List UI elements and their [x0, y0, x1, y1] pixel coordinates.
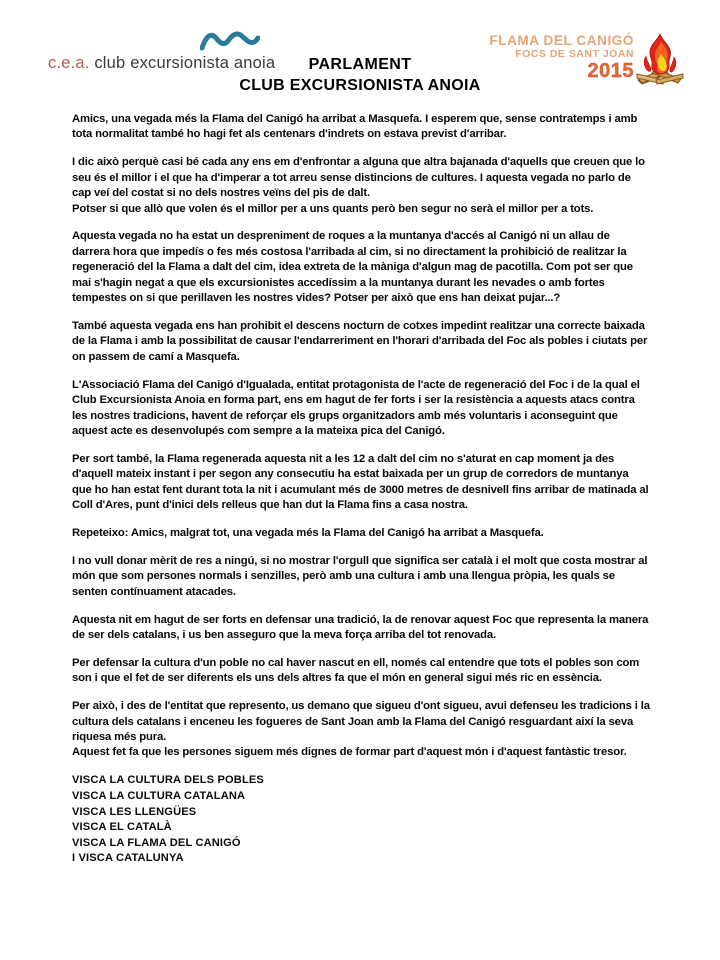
list-item: VISCA EL CATALÀ	[72, 821, 172, 834]
paragraph: Per això, i des de l'entitat que represento, us demano que sigueu d'ont sigueu, avui defenseu les tradicions i la cultura dels catalans i enceneu les fogueres de Sant Joan amb la Flama del Canigó resguardant així la seva riquesa més pura.	[72, 700, 650, 743]
mountain-wave-icon	[200, 30, 260, 52]
flama-logo-line-1: FLAMA DEL CANIGÓ	[489, 33, 634, 48]
page-title-line-2: CLUB EXCURSIONISTA ANOIA	[239, 77, 481, 94]
paragraph: Aquesta nit em hagut de ser forts en defensar una tradició, la de renovar aquest Foc que representa la manera de ser dels catalans, i us ben asseguro que la meva força arriba del tot renovada.	[72, 613, 649, 641]
flama-del-canigo-logo	[486, 28, 686, 90]
speech-body	[72, 112, 650, 867]
bonfire-icon	[634, 30, 686, 88]
cea-prefix: c.e.a.	[48, 54, 90, 72]
list-item: VISCA LA CULTURA CATALANA	[72, 789, 246, 802]
list-item: VISCA LA CULTURA DELS POBLES	[72, 774, 264, 787]
paragraph: I no vull donar mèrit de res a ningú, si no mostrar l'orgull que significa ser català i el molt que costa mostrar al món que som persones normals i senzilles, però amb una cultura i amb una llengua pròpia, les quals se senten contínuament atacades.	[72, 554, 648, 598]
visca-slogan-list	[72, 773, 650, 867]
paragraph: Aquesta vegada no ha estat un despreniment de roques a la muntanya d'accés al Canigó ni un allau de darrera hora que impedís o fes més costosa l'arribada al cim, si no directament la prohibició de realitzar la regeneració del la Flama a dalt del cim, idea extreta de la màniga d'algun mag de pacotilla. Com pot ser que mai s'hagin negat a que els excursionistes accedíssim a la muntanya durant les nevades o amb fortes tempestes on si que perillaven les nostres vides? Potser per això que ens han deixat pujar...?	[72, 230, 633, 305]
cea-name: club excursionista anoia	[94, 54, 276, 72]
cea-logo-text	[48, 54, 275, 73]
flama-logo-year: 2015	[587, 60, 634, 82]
club-excursionista-anoia-logo	[48, 30, 298, 86]
paragraph: Potser si que allò que volen és el millor per a uns quants però ben segur no serà el millor per a tots.	[72, 202, 594, 215]
list-item: VISCA LES LLENGÜES	[72, 805, 197, 818]
paragraph: Amics, una vegada més la Flama del Canigó ha arribat a Masquefa. I esperem que, sense contratemps i amb tota normalitat també ho hagi fet als centenars d'indrets on estava previst d'arribar.	[72, 113, 638, 141]
paragraph: També aquesta vegada ens han prohibit el descens nocturn de cotxes impedint realitzar una correcte baixada de la Flama i amb la possibilitat de causar l'endarreriment en l'horari d'arribada del Foc als pobles i ciutats per on passem de camí a Masquefa.	[72, 319, 648, 363]
list-item: I VISCA CATALUNYA	[72, 852, 184, 865]
paragraph: Repeteixo: Amics, malgrat tot, una vegada més la Flama del Canigó ha arribat a Masquefa.	[72, 526, 544, 539]
page-title-line-1: PARLAMENT	[308, 56, 412, 73]
flama-logo-line-2: FOCS DE SANT JOAN	[515, 48, 634, 60]
paragraph: Per defensar la cultura d'un poble no cal haver nascut en ell, només cal entendre que tots el pobles son com son i que el fet de ser diferents els uns dels altres fa que el món en general sigui més ric en essència.	[72, 656, 640, 685]
paragraph: L'Associació Flama del Canigó d'Igualada, entitat protagonista de l'acte de regeneració del Foc i de la qual el Club Excursionista Anoia en forma part, ens em hagut de fer forts i ser la resistència a aquests atacs contra les nostres tradicions, havent de reforçar els grups organitzadors amb més voluntaris i aconseguint que aquest acte es desenvolupés com sempre a la mateixa pica del Canigó.	[72, 378, 640, 437]
list-item: VISCA LA FLAMA DEL CANIGÓ	[72, 836, 241, 849]
flama-logo-text	[488, 34, 634, 82]
document-header	[0, 0, 720, 105]
paragraph: I dic això perquè casi bé cada any ens em d'enfrontar a alguna que altra bajanada d'aquells que creuen que lo seu és el millor i el que ha d'imperar a tot arreu sense distincions de cultures. I aquesta vegada no parlo de cap veí del costat si no dels nostres veïns del pis de dalt.	[72, 156, 645, 200]
paragraph: Aquest fet fa que les persones siguem més dignes de formar part d'aquest món i d'aquest fantàstic tresor.	[72, 746, 627, 759]
paragraph: Per sort també, la Flama regenerada aquesta nit a les 12 a dalt del cim no s'aturat en cap moment ja des d'aquell mateix instant i per segon any consecutiu ha estat baixada per un grup de corredors de muntanya que ho han estat fent durant tota la nit i acumulant més de 3000 metres de desnivell fins arribar de matinada al Coll d'Ares, punt d'inici dels relleus que han dut la Flama fins a casa nostra.	[72, 452, 649, 512]
